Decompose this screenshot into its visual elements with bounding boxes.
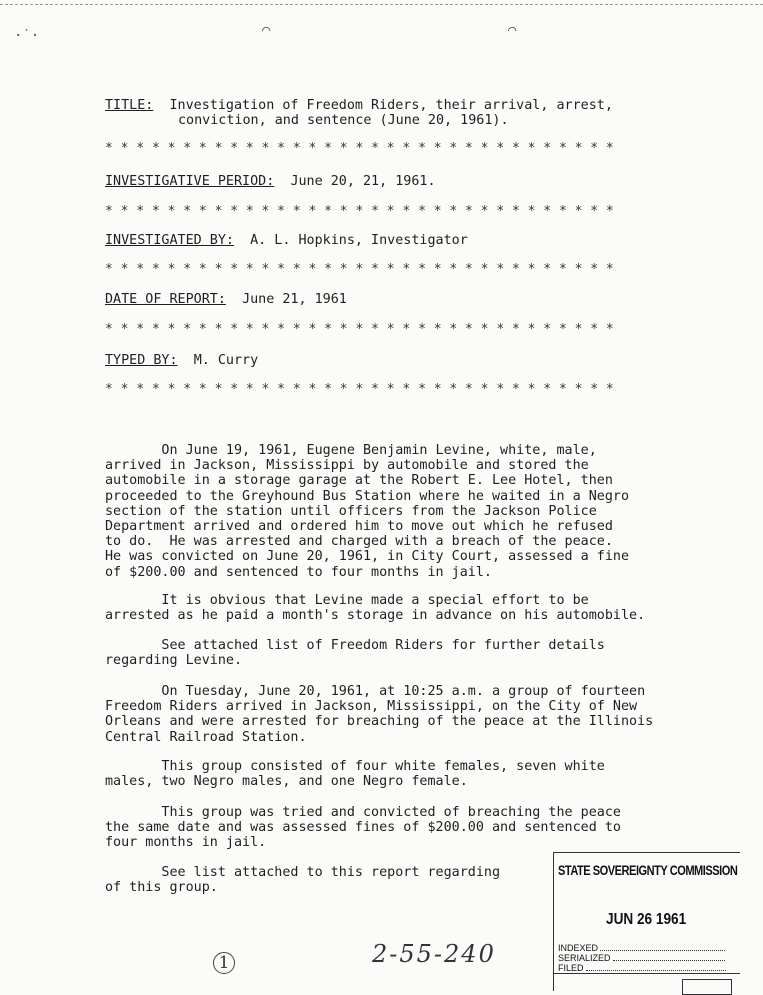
stamp-serialized	[558, 953, 725, 963]
scan-mark: ⌒	[262, 22, 271, 38]
star-divider: * * * * * * * * * * * * * * * * * * * * * * * * * * * * * * * * *	[105, 322, 614, 337]
stamp-indexed	[558, 943, 725, 953]
paragraph-storage: It is obvious that Levine made a special effort to be arrested as he paid a month's storage in advance on his automobile.	[105, 593, 646, 624]
star-divider: * * * * * * * * * * * * * * * * * * * * * * * * * * * * * * * * *	[105, 141, 614, 156]
typed-by-row	[105, 353, 258, 368]
stamp-date: JUN 26 1961	[606, 911, 687, 928]
stamp-serialized-label: SERIALIZED	[558, 953, 611, 963]
investigator-value: A. L. Hopkins, Investigator	[250, 233, 468, 248]
scan-speck: ·˙·	[14, 28, 40, 44]
scan-mark: ⌒	[508, 22, 517, 38]
paragraph-see-list: See list attached to this report regarding of this group.	[105, 865, 501, 896]
star-divider: * * * * * * * * * * * * * * * * * * * * * * * * * * * * * * * * *	[105, 262, 614, 277]
paragraph-see-attached: See attached list of Freedom Riders for further details regarding Levine.	[105, 638, 605, 669]
stamp-filed	[558, 963, 726, 973]
period-value: June 20, 21, 1961.	[290, 174, 436, 189]
paragraph-group-conviction: This group was tried and convicted of breaching the peace the same date and was assessed fines of $200.00 and sentenced to four months in jail.	[105, 805, 621, 851]
paragraph-levine-arrest: On June 19, 1961, Eugene Benjamin Levine, white, male, arrived in Jackson, Mississippi by automobile and stored the automobile in a storage garage at the Robert E. Lee Hotel, then proceeded to the Greyhound Bus Station where he waited in a Negro section of the station until officers from the Jackson Police Department arrived and ordered him to move out which he refused to do. He was arrested and charged with a breach of the peace. He was convicted on June 20, 1961, in City Court, assessed a fine of $200.00 and sentenced to four months in jail.	[105, 443, 630, 580]
stamp-indexed-label: INDEXED	[558, 943, 599, 953]
received-stamp	[553, 852, 740, 991]
handwritten-file-number: 2-55-240	[372, 940, 496, 968]
period-row	[105, 174, 436, 189]
investigator-row	[105, 233, 468, 248]
paragraph-group-composition: This group consisted of four white females, seven white males, two Negro males, and one Negro female.	[105, 759, 605, 790]
star-divider: * * * * * * * * * * * * * * * * * * * * * * * * * * * * * * * * *	[105, 382, 614, 397]
report-date-value: June 21, 1961	[242, 292, 347, 307]
report-date-label: DATE OF REPORT:	[105, 292, 226, 307]
stamp-filed-label: FILED	[558, 963, 584, 973]
paragraph-group-arrival: On Tuesday, June 20, 1961, at 10:25 a.m. a group of fourteen Freedom Riders arrived in Jackson, Mississippi, on the City of New Orleans and were arrested for breaching of the peace at the Illinois Central Railroad Station.	[105, 684, 654, 745]
star-divider: * * * * * * * * * * * * * * * * * * * * * * * * * * * * * * * * *	[105, 204, 614, 219]
report-date-row	[105, 292, 347, 307]
period-label: INVESTIGATIVE PERIOD:	[105, 174, 275, 189]
title-block	[105, 98, 613, 113]
stamp-bottom-box	[682, 979, 732, 995]
title-label: TITLE:	[105, 98, 154, 113]
top-edge-line	[0, 4, 763, 5]
typed-by-label: TYPED BY:	[105, 353, 178, 368]
stamp-title: STATE SOVEREIGNTY COMMISSION	[558, 863, 738, 878]
typed-by-value: M. Curry	[193, 353, 259, 368]
handwritten-page-number: 1	[213, 952, 235, 974]
title-line-2: conviction, and sentence (June 20, 1961).	[178, 113, 509, 128]
title-line-1: Investigation of Freedom Riders, their arrival, arrest,	[169, 98, 613, 113]
investigator-label: INVESTIGATED BY:	[105, 233, 234, 248]
